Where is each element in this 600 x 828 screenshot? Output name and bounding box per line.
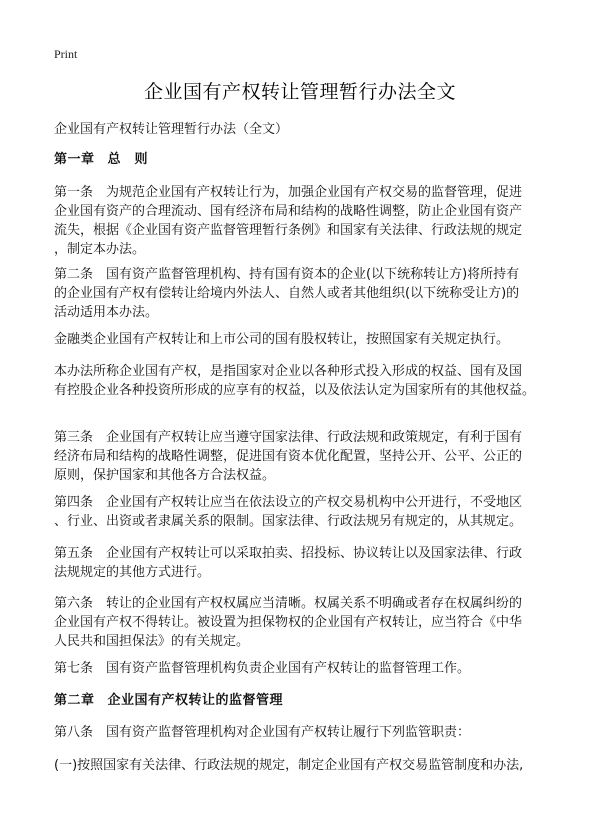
article-text-line: 国有资产监督管理机构对企业国有产权转让履行下列监管职责：	[106, 725, 471, 740]
paragraph-financial	[54, 330, 550, 349]
article-text-line: ，制定本办法。	[54, 242, 146, 257]
article-2	[54, 265, 550, 322]
chapter-number: 第一章	[54, 152, 95, 167]
chapter-name: 总 则	[107, 152, 149, 167]
article-8	[54, 723, 550, 742]
article-text-line: 企业国有产权不得转让。被设置为担保物权的企业国有产权转让，应当符合《中华	[54, 615, 523, 630]
article-text-line: 的企业国有产权有偿转让给境内外法人、自然人或者其他组织(以下统称受让方)的	[54, 286, 520, 301]
article-text-line: 企业国有产权转让应当遵守国家法律、行政法规和政策规定，有利于国有	[106, 430, 523, 445]
page-title: 企业国有产权转让管理暂行办法全文	[143, 81, 456, 103]
article-text-line: 人民共和国担保法》的有关规定。	[54, 634, 250, 649]
article-1	[54, 183, 550, 259]
article-number: 第七条	[54, 661, 94, 676]
article-text-line: 经济布局和结构的战略性调整，促进国有资本优化配置，坚持公开、公平、公正的	[54, 449, 523, 464]
article-text-line: 、行业、出资或者隶属关系的限制。国家法律、行政法规另有规定的，从其规定。	[54, 514, 523, 529]
article-text-line: 国有资产监督管理机构、持有国有资本的企业(以下统称转让方)将所持有	[106, 267, 520, 282]
document-subtitle: 企业国有产权转让管理暂行办法（全文）	[54, 122, 289, 137]
article-3	[54, 428, 550, 485]
chapter-1-heading	[54, 150, 550, 169]
article-text-line: 活动适用本办法。	[54, 305, 159, 320]
article-text-line: 企业国有资产的合理流动、国有经济布局和结构的战略性调整，防止企业国有资产	[54, 204, 523, 219]
paragraph-text-line: 有控股企业各种投资所形成的应享有的权益，以及依法认定为国家所有的其他权益。	[54, 383, 536, 398]
article-number: 第六条	[54, 596, 94, 611]
chapter-number: 第二章	[54, 693, 95, 708]
article-text-line: 为规范企业国有产权转让行为，加强企业国有产权交易的监督管理，促进	[106, 185, 523, 200]
article-text-line: 企业国有产权转让可以采取拍卖、招投标、协议转让以及国家法律、行政	[106, 546, 523, 561]
paragraph-text: 金融类企业国有产权转让和上市公司的国有股权转让，按照国家有关规定执行。	[54, 332, 510, 347]
article-7	[54, 659, 550, 678]
article-5	[54, 544, 550, 582]
item-text: (一)按照国家有关法律、行政法规的规定，制定企业国有产权交易监管制度和办法,	[54, 758, 524, 773]
article-4	[54, 493, 550, 531]
article-text-line: 国有资产监督管理机构负责企业国有产权转让的监督管理工作。	[106, 661, 471, 676]
chapter-2-heading	[54, 691, 550, 710]
article-text-line: 转让的企业国有产权权属应当清晰。权属关系不明确或者存在权属纠纷的	[106, 596, 523, 611]
article-6	[54, 594, 550, 651]
article-text-line: 流失，根据《企业国有资产监督管理暂行条例》和国家有关法律、行政法规的规定	[54, 223, 523, 238]
article-text-line: 原则，保护国家和其他各方合法权益。	[54, 468, 276, 483]
article-8-item-1	[54, 756, 550, 775]
article-number: 第一条	[54, 185, 94, 200]
article-number: 第八条	[54, 725, 94, 740]
print-link[interactable]: Print	[54, 47, 78, 61]
paragraph-text-line: 本办法所称企业国有产权，是指国家对企业以各种形式投入形成的权益、国有及国	[54, 364, 523, 379]
article-number: 第四条	[54, 495, 94, 510]
article-text-line: 法规规定的其他方式进行。	[54, 565, 211, 580]
article-number: 第三条	[54, 430, 94, 445]
chapter-name: 企业国有产权转让的监督管理	[107, 693, 284, 708]
article-number: 第五条	[54, 546, 94, 561]
paragraph-definition	[54, 362, 550, 400]
article-text-line: 企业国有产权转让应当在依法设立的产权交易机构中公开进行，不受地区	[106, 495, 523, 510]
article-number: 第二条	[54, 267, 94, 282]
